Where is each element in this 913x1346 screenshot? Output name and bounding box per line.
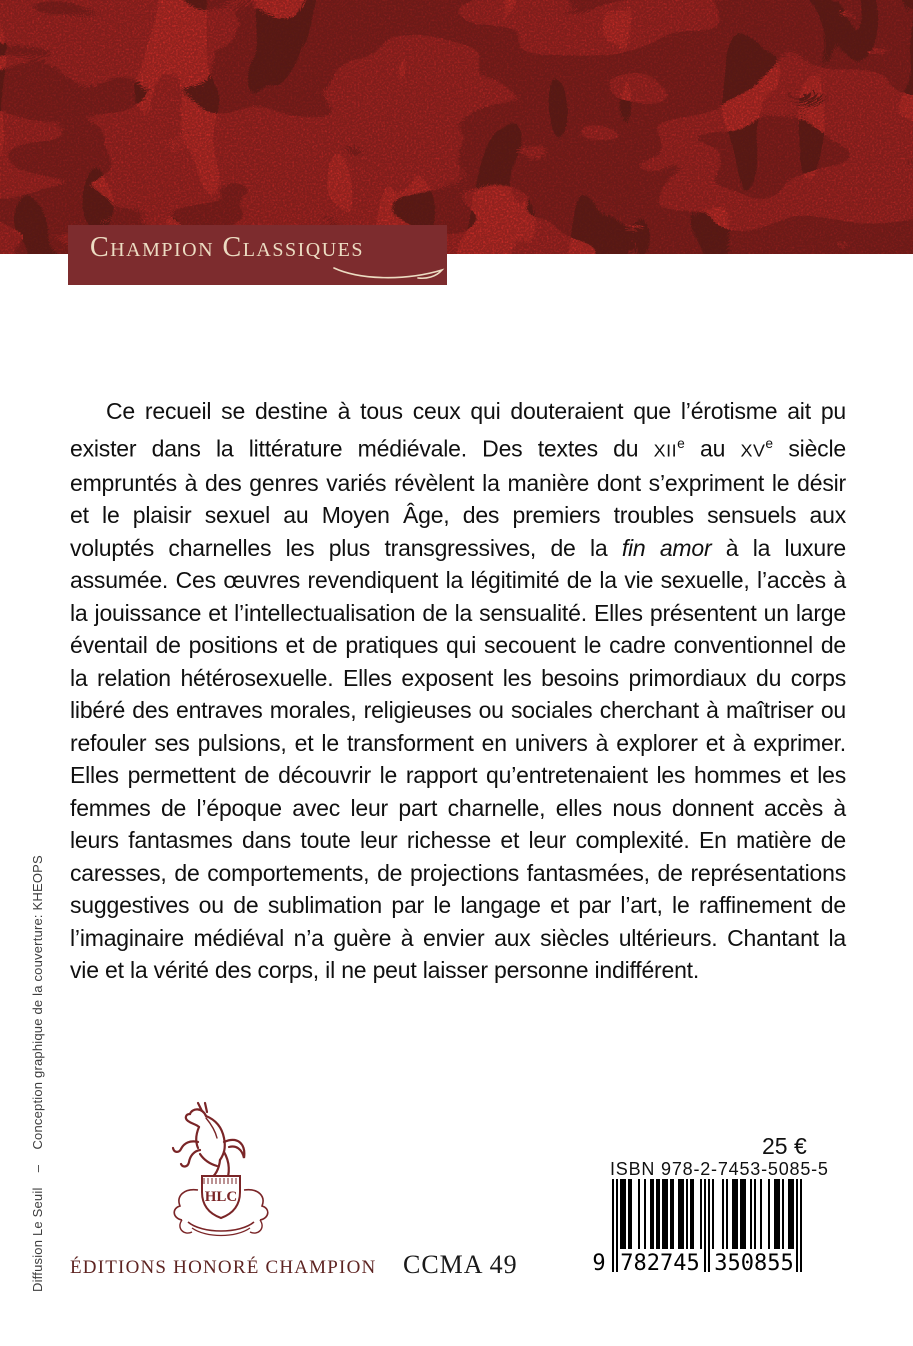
back-cover-blurb: Ce recueil se destine à tous ceux qui douteraient que l’érotisme ait pu exister dans la littérature médiévale. Des textes du XIIe au XVe siècle empruntés à des genres variés révèlent la manière dont s’expriment le désir et le plaisir sexuel au Moyen Âge, des premiers troubles sensuels aux voluptés charnelles les plus transgressives, de la fin amor à la luxure assumée. Ces œuvres revendiquent la légitimité de la vie sexuelle, l’accès à la jouissance et l’intellectualisation de la sensualité. Elles présentent un large éventail de positions et de pratiques qui secouent le cadre conventionnel de la relation hétérosexuelle. Elles exposent les besoins primordiaux du corps libéré des entraves morales, religieuses ou sociales cherchant à maîtriser ou refouler ses pulsions, et le transforment en univers à explorer et à exprimer. Elles permettent de découvrir le rapport qu’entretenaient les hommes et les femmes de l’époque avec leur part charnelle, elles nous donnent accès à leurs fantasmes dans toute leur richesse et leur complexité. En matière de caresses, de comportements, de projections fantasmées, de représentations suggestives ou de sublimation par le langage et par l’art, le raffinement de l’imaginaire médiéval n’a guère à envier aux siècles ultérieurs. Chantant la vie et la vérité des corps, il ne peut laisser personne indifférent.: [70, 398, 847, 984]
series-banner: [68, 225, 447, 285]
ean-digits-right: 350855: [714, 1251, 794, 1276]
publisher-name: ÉDITIONS HONORÉ CHAMPION: [70, 1257, 377, 1278]
series-banner-label: Champion Classiques: [90, 232, 364, 263]
logo-initials: HLC: [204, 1189, 238, 1205]
price: 25 €: [762, 1133, 807, 1159]
banner-swash-flourish: [330, 267, 450, 283]
marbled-paper-texture: [0, 0, 913, 254]
publisher-logo: [146, 1098, 296, 1253]
isbn-label: ISBN 978-2-7453-5085-5: [610, 1159, 829, 1179]
collection-code: CCMA 49: [403, 1250, 518, 1279]
horse-icon: [173, 1103, 244, 1182]
spine-credits: Diffusion Le Seuil – Conception graphique de la couverture: KHEOPS: [30, 855, 45, 1292]
ean-digit-first: 9: [592, 1251, 606, 1276]
ean-barcode: [592, 1179, 808, 1279]
shield-icon: [174, 1176, 268, 1236]
ean-digits-left: 782745: [620, 1251, 700, 1276]
